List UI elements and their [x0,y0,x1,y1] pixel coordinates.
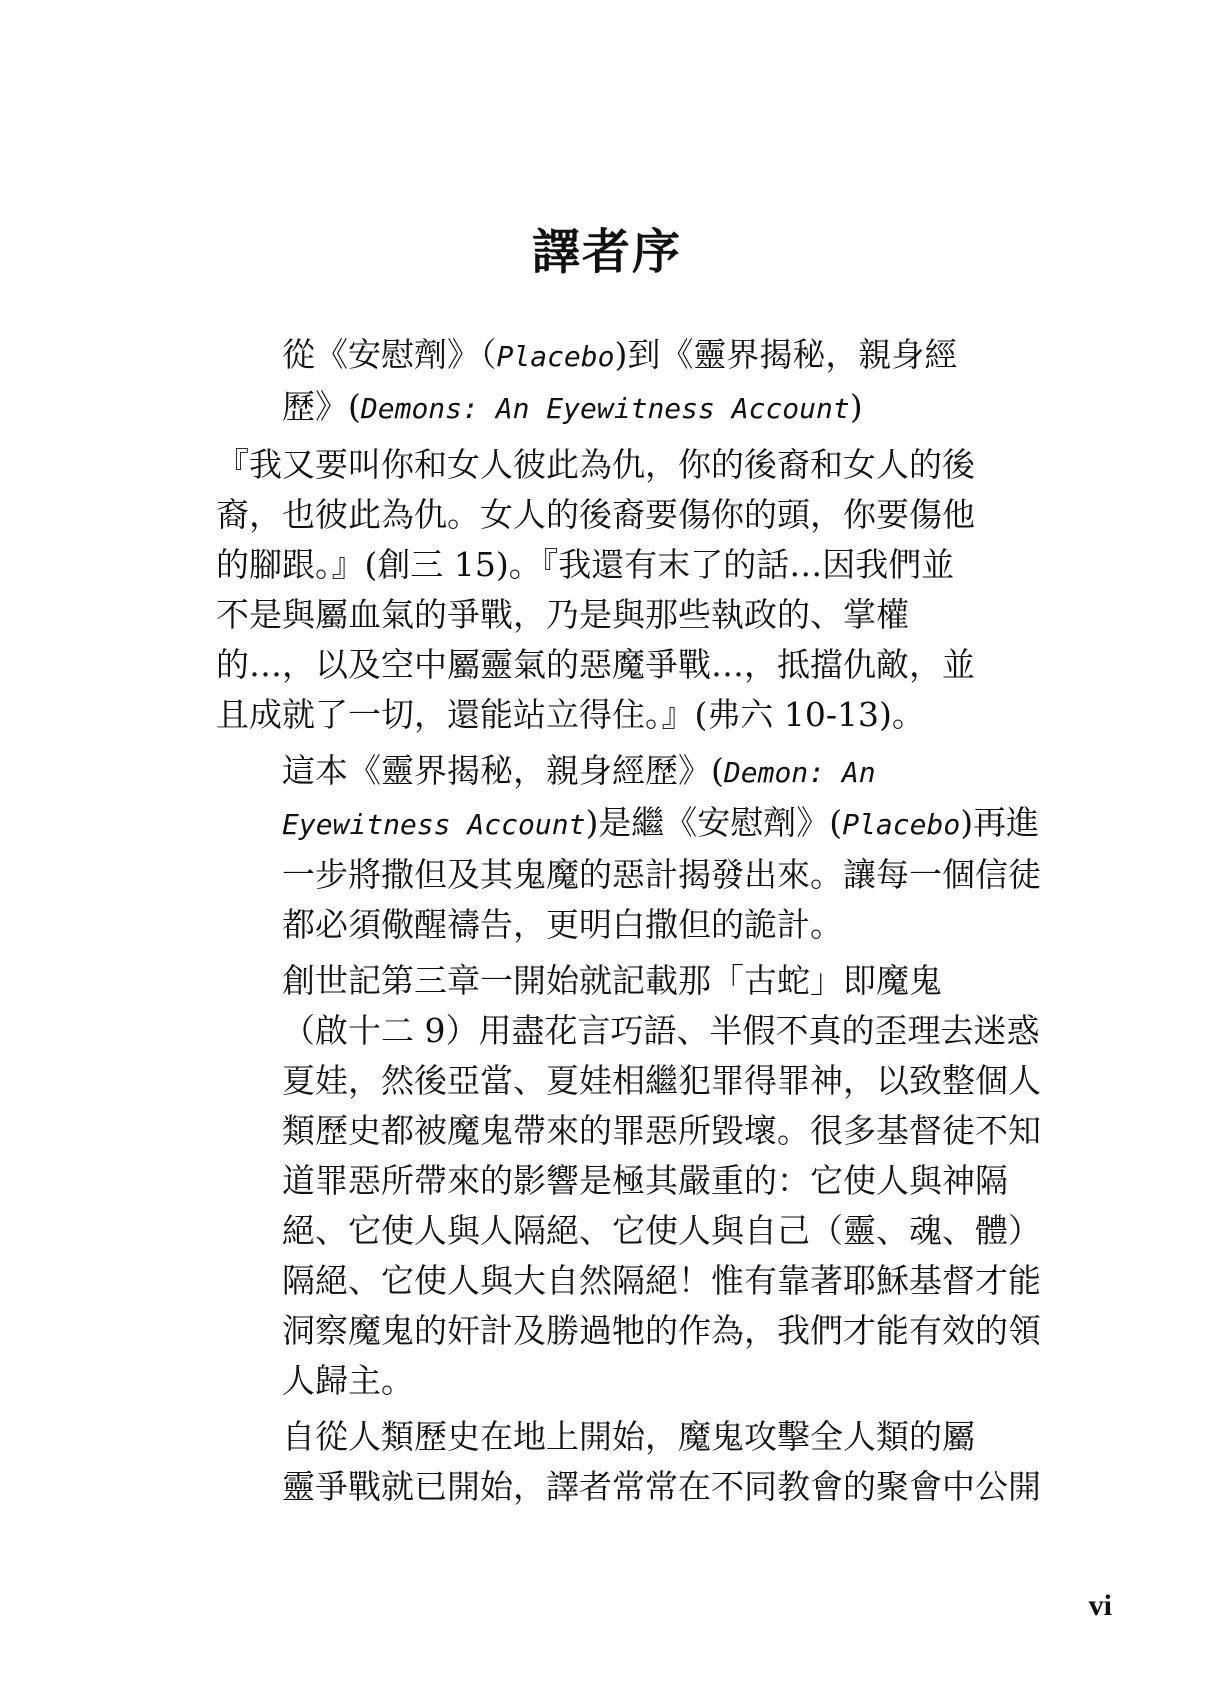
english-title-text: Placebo [842,808,961,841]
text-segment: 裔，也彼此為仇。女人的後裔要傷你的頭，你要傷他 [216,495,975,534]
text-segment: 的…，以及空中屬靈氣的惡魔爭戰…，抵擋仇敵，並 [216,645,975,684]
text-line [216,1056,1041,1106]
text-line [216,1156,1008,1206]
page-title: 譯者序 [531,224,682,280]
text-segment: )到《靈界揭秘，親身經 [614,335,958,374]
text-segment: )是繼《安慰劑》( [585,803,843,842]
text-segment: 人歸主。 [282,1361,414,1400]
text-segment: 從《安慰劑》（ [282,335,497,374]
text-segment: ) [849,387,863,426]
text-segment: 夏娃，然後亞當、夏娃相繼犯罪得罪神，以致整個人 [282,1061,1041,1100]
text-segment: 類歷史都被魔鬼帶來的罪惡所毀壞。很多基督徒不知 [282,1111,1041,1150]
paragraph [216,956,1041,1406]
text-line [216,900,1008,950]
text-segment: 歷》( [282,387,361,426]
text-line [216,490,1008,540]
english-title-text: Eyewitness Account [282,808,586,841]
english-title-text: Demon: An [723,756,876,789]
text-line [216,798,1040,850]
text-segment: 都必須儆醒禱告，更明白撒但的詭計。 [282,905,843,944]
text-segment: 的腳跟。』(創三 15)。『我還有末了的話…因我們並 [216,545,955,584]
text-line [216,690,1008,740]
text-segment: 洞察魔鬼的奸計及勝過牠的作為，我們才能有效的領 [282,1311,1041,1350]
text-line [216,1006,1040,1056]
text-line [216,330,1008,382]
body-text [216,330,1041,1518]
paragraph [216,330,1008,434]
text-segment: 隔絕、它使人與大自然隔絕！惟有靠著耶穌基督才能 [282,1261,1041,1300]
text-line [216,1356,1008,1406]
text-segment: 這本《靈界揭秘，親身經歷》( [282,751,724,790]
text-line [216,590,1008,640]
text-line [216,1256,1041,1306]
text-line [216,1306,1041,1356]
paragraph [216,1412,1041,1512]
text-line [216,850,1041,900]
text-segment: （啟十二 9）用盡花言巧語、半假不真的歪理去迷惑 [282,1011,1040,1050]
paragraph [216,746,1041,950]
text-line [216,956,1008,1006]
text-line [216,1412,1008,1462]
text-line [216,1462,1041,1512]
english-title-text: Demons: An Eyewitness Account [360,392,850,425]
text-segment: 且成就了一切，還能站立得住。』(弗六 10-13)。 [216,695,925,734]
text-line [216,746,1008,798]
text-segment: )再進 [960,803,1040,842]
text-line [216,382,1008,434]
text-segment: 創世記第三章一開始就記載那「古蛇」即魔鬼 [282,961,942,1000]
text-segment: 『我又要叫你和女人彼此為仇，你的後裔和女人的後 [216,445,975,484]
text-segment: 一步將撒但及其鬼魔的惡計揭發出來。讓每一個信徒 [282,855,1041,894]
text-line [216,1206,1041,1256]
text-segment: 自從人類歷史在地上開始，魔鬼攻擊全人類的屬 [282,1417,975,1456]
text-segment: 道罪惡所帶來的影響是極其嚴重的：它使人與神隔 [282,1161,1008,1200]
text-segment: 靈爭戰就已開始，譯者常常在不同教會的聚會中公開 [282,1467,1041,1506]
text-line [216,440,1008,490]
text-segment: 絕、它使人與人隔絕、它使人與自己（靈、魂、體） [282,1211,1041,1250]
text-segment: 不是與屬血氣的爭戰，乃是與那些執政的、掌權 [216,595,909,634]
text-line [216,640,1008,690]
paragraph [216,440,1008,740]
page-number: vi [1088,1589,1112,1622]
text-line [216,1106,1041,1156]
text-line [216,540,1008,590]
english-title-text: Placebo [496,340,615,373]
